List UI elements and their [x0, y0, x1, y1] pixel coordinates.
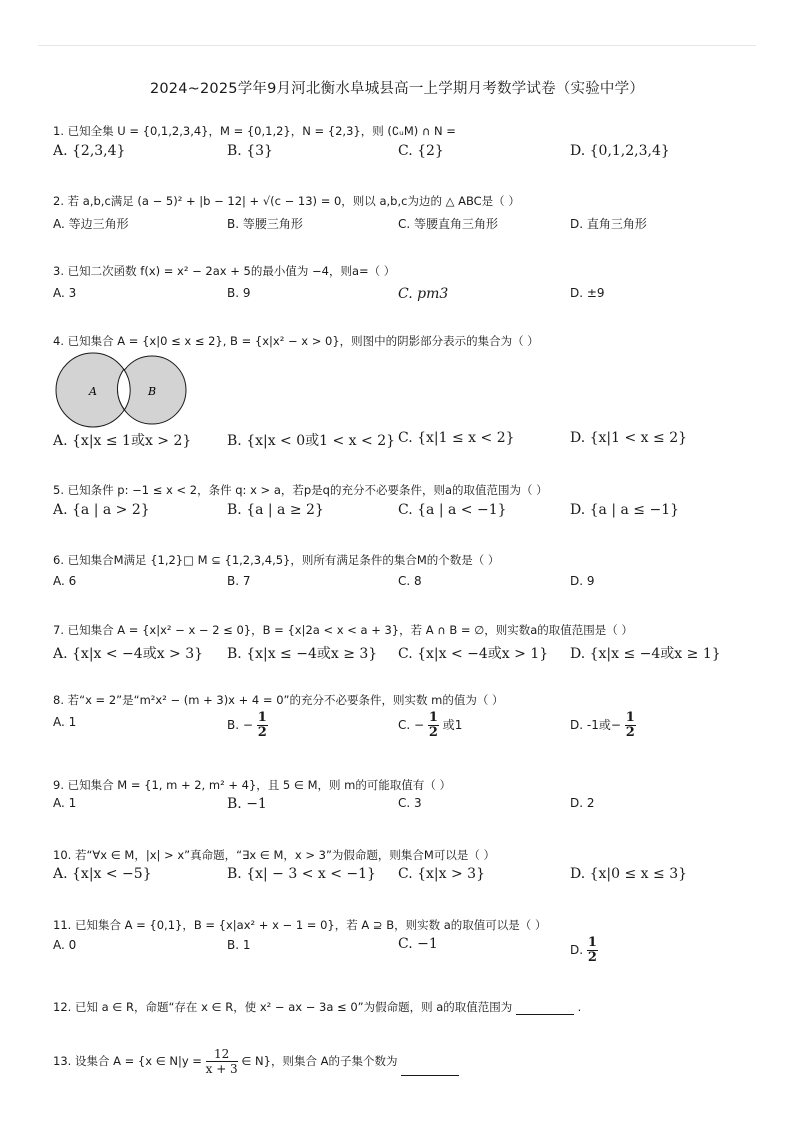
option-b[interactable]: B. {x| − 3 < x < −1} — [227, 866, 376, 882]
option-d[interactable]: D. 2 — [570, 796, 595, 810]
fraction-one-half: $\frac{1}{2}$ — [257, 710, 267, 740]
question-stem-suffix: ∈ N}，则集合 A的子集个数为 — [241, 1054, 398, 1068]
option-c[interactable] — [398, 711, 462, 740]
option-c[interactable]: C. 等腰直角三角形 — [398, 217, 499, 231]
option-a[interactable]: A. {x|x < −5} — [53, 866, 152, 882]
question-6-options — [53, 574, 753, 594]
question-stem: 5. 已知条件 p: −1 ≤ x < 2，条件 q: x > a，若p是q的充分不必要条件，则a的取值范围为（ ） — [53, 483, 548, 497]
option-d[interactable]: D. {a | a ≤ −1} — [570, 502, 680, 518]
question-stem: 9. 已知集合 M = {1, m + 2, m² + 4}，且 5 ∈ M，则 m的可能取值有（ ） — [53, 778, 452, 792]
option-d[interactable]: D. {0,1,2,3,4} — [570, 143, 670, 159]
question-11 — [53, 918, 546, 933]
option-c[interactable]: C. {a | a < −1} — [398, 502, 507, 518]
question-5 — [53, 483, 548, 498]
option-a[interactable]: A. {x|x ≤ 1或x > 2} — [53, 433, 192, 449]
question-stem: 7. 已知集合 A = {x|x² − x − 2 ≤ 0}，B = {x|2a < x < a + 3}，若 A ∩ B = ∅，则实数a的取值范围是（ ） — [53, 623, 633, 637]
answer-blank[interactable] — [516, 1003, 574, 1015]
option-label: D. -1或− — [570, 718, 621, 732]
fraction-one-half: $\frac{1}{2}$ — [587, 935, 597, 965]
page-title: 2024~2025学年9月河北衡水阜城县高一上学期月考数学试卷（实验中学） — [149, 81, 645, 97]
question-stem: 12. 已知 a ∈ R，命题“存在 x ∈ R，使 x² − ax − 3a ≤ 0”为假命题，则 a的取值范围为 — [53, 1000, 513, 1014]
question-stem: 11. 已知集合 A = {0,1}，B = {x|ax² + x − 1 = 0}，若 A ⊇ B，则实数 a的取值可以是（ ） — [53, 918, 547, 932]
option-c-suffix: 或1 — [442, 718, 463, 732]
option-c[interactable]: C. 3 — [398, 796, 422, 810]
question-7 — [53, 623, 633, 638]
question-8 — [53, 693, 504, 708]
fraction-12-over-x-plus-3: $\frac{12}{x + 3}$ — [205, 1047, 238, 1076]
question-3 — [53, 264, 395, 279]
question-stem: 1. 已知全集 U = {0,1,2,3,4}，M = {0,1,2}，N = {2,3}，则 (∁ᵤM) ∩ N = — [53, 124, 456, 138]
option-c[interactable]: C. {x|1 ≤ x < 2} — [398, 430, 515, 446]
option-d[interactable]: D. {x|x ≤ −4或x ≥ 1} — [570, 646, 721, 662]
venn-label-b: B — [148, 385, 157, 398]
option-c[interactable]: C. {2} — [398, 143, 444, 159]
option-b[interactable]: B. {a | a ≥ 2} — [227, 502, 324, 518]
option-c[interactable]: C. −1 — [398, 936, 438, 952]
option-a[interactable]: A. 6 — [53, 574, 77, 588]
option-c[interactable]: C. {x|x > 3} — [398, 866, 485, 882]
option-b[interactable]: B. 等腰三角形 — [227, 217, 303, 231]
option-b[interactable] — [227, 711, 268, 740]
option-label: B. − — [227, 718, 253, 732]
option-d[interactable] — [570, 711, 636, 740]
question-4 — [53, 334, 539, 349]
option-a[interactable]: A. 0 — [53, 938, 77, 952]
option-d[interactable]: D. {x|0 ≤ x ≤ 3} — [570, 866, 688, 882]
question-10-options — [53, 866, 753, 886]
question-stem: 3. 已知二次函数 f(x) = x² − 2ax + 5的最小值为 −4，则a=（ ） — [53, 264, 396, 278]
fraction-one-half: $\frac{1}{2}$ — [625, 710, 635, 740]
option-c[interactable]: C. pm3 — [398, 286, 449, 302]
option-a[interactable]: A. {a | a > 2} — [53, 502, 150, 518]
question-2 — [53, 194, 520, 209]
question-10 — [53, 848, 495, 863]
question-9 — [53, 778, 451, 793]
option-b[interactable]: B. 7 — [227, 574, 251, 588]
question-13 — [53, 1047, 459, 1076]
option-label: D. — [570, 943, 587, 957]
venn-diagram — [53, 352, 193, 428]
option-b[interactable]: B. {x|x < 0或1 < x < 2} — [227, 433, 396, 449]
question-stem: 4. 已知集合 A = {x|0 ≤ x ≤ 2}, B = {x|x² − x > 0}，则图中的阴影部分表示的集合为（ ） — [53, 334, 539, 348]
option-label: C. − — [398, 718, 425, 732]
option-c[interactable]: C. 8 — [398, 574, 422, 588]
question-12 — [53, 1000, 581, 1015]
question-5-options — [53, 502, 753, 522]
question-11-options — [53, 936, 753, 972]
option-d[interactable]: D. {x|1 < x ≤ 2} — [570, 430, 688, 446]
option-b[interactable]: B. −1 — [227, 796, 267, 812]
option-b[interactable]: B. 9 — [227, 286, 251, 300]
question-stem-prefix: 13. 设集合 A = {x ∈ N|y = — [53, 1054, 202, 1068]
question-suffix: . — [577, 1000, 582, 1014]
question-stem: 6. 已知集合M满足 {1,2}□ M ⊆ {1,2,3,4,5}，则所有满足条件的集合M的个数是（ ） — [53, 553, 500, 567]
question-7-options — [53, 643, 753, 663]
option-a[interactable]: A. 1 — [53, 796, 77, 810]
option-a[interactable]: A. {x|x < −4或x > 3} — [53, 646, 204, 662]
question-8-options — [53, 711, 753, 747]
option-d[interactable]: D. 直角三角形 — [570, 217, 647, 231]
question-2-options — [53, 215, 753, 235]
header-rule — [38, 45, 756, 46]
question-4-options — [53, 430, 753, 450]
option-d[interactable] — [570, 936, 598, 965]
question-stem: 2. 若 a,b,c满足 (a − 5)² + |b − 12| + √(c − 13) = 0，则以 a,b,c为边的 △ ABC是（ ） — [53, 194, 520, 208]
option-b[interactable]: B. 1 — [227, 938, 251, 952]
option-c[interactable]: C. {x|x < −4或x > 1} — [398, 646, 549, 662]
question-stem: 8. 若“x = 2”是“m²x² − (m + 3)x + 4 = 0”的充分不必要条件，则实数 m的值为（ ） — [53, 693, 504, 707]
option-a[interactable]: A. 等边三角形 — [53, 217, 129, 231]
question-stem: 10. 若“∀x ∈ M，|x| > x”真命题，“∃x ∈ M，x > 3”为假命题，则集合M可以是（ ） — [53, 848, 495, 862]
fraction-one-half: $\frac{1}{2}$ — [428, 710, 438, 740]
option-a[interactable]: A. 3 — [53, 286, 77, 300]
answer-blank[interactable] — [401, 1064, 459, 1076]
question-6 — [53, 553, 499, 568]
option-a[interactable]: A. {2,3,4} — [53, 143, 126, 159]
question-9-options — [53, 796, 753, 816]
question-3-options — [53, 286, 753, 306]
option-a[interactable]: A. 1 — [53, 715, 77, 729]
question-1 — [53, 124, 456, 139]
question-1-options — [53, 143, 753, 163]
option-d[interactable]: D. 9 — [570, 574, 595, 588]
option-d[interactable]: D. ±9 — [570, 286, 605, 300]
option-b[interactable]: B. {x|x ≤ −4或x ≥ 3} — [227, 646, 378, 662]
option-b[interactable]: B. {3} — [227, 143, 273, 159]
venn-label-a: A — [89, 385, 97, 398]
